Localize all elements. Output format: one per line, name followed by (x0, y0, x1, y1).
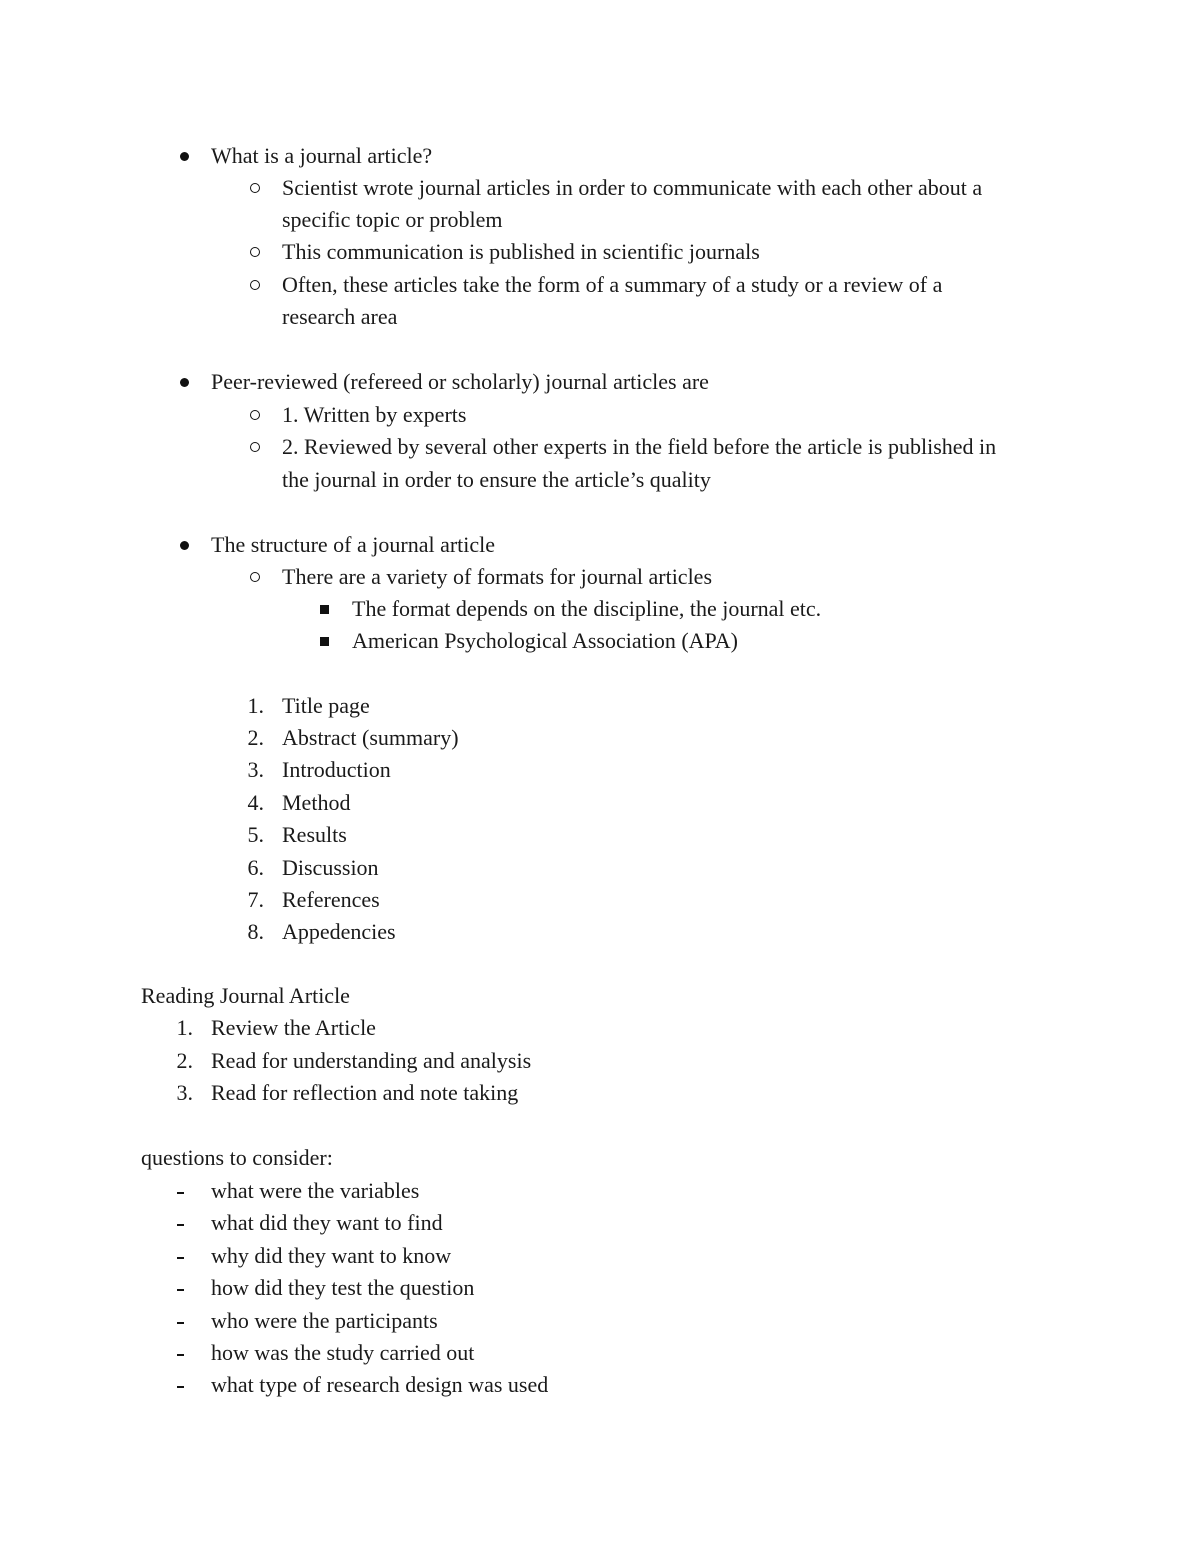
list-number: 3. (247, 757, 264, 782)
list-item: American Psychological Association (APA) (352, 628, 738, 653)
list-item: who were the participants (211, 1308, 438, 1333)
hollow-bullet-icon (250, 280, 260, 290)
list-number: 4. (247, 790, 264, 815)
bullet-icon (180, 541, 189, 550)
square-bullet-icon (320, 637, 329, 646)
dash-bullet-icon (177, 1224, 184, 1226)
section-heading: Peer-reviewed (refereed or scholarly) journal articles are (211, 369, 709, 394)
list-item: how was the study carried out (211, 1340, 475, 1365)
list-item: Title page (282, 693, 370, 718)
hollow-bullet-icon (250, 442, 260, 452)
hollow-bullet-icon (250, 572, 260, 582)
list-item: This communication is published in scientific journals (282, 239, 760, 264)
list-item: how did they test the question (211, 1275, 475, 1300)
hollow-bullet-icon (250, 410, 260, 420)
list-item: Appedencies (282, 919, 396, 944)
hollow-bullet-icon (250, 183, 260, 193)
dash-bullet-icon (177, 1192, 184, 1194)
section-heading: Reading Journal Article (141, 983, 350, 1008)
list-number: 5. (247, 822, 264, 847)
list-item: what did they want to find (211, 1210, 443, 1235)
list-number: 1. (176, 1015, 193, 1040)
list-number: 7. (247, 887, 264, 912)
list-number: 6. (247, 855, 264, 880)
list-item: There are a variety of formats for journal articles (282, 564, 713, 589)
list-item-continuation: specific topic or problem (282, 207, 503, 232)
section-heading: What is a journal article? (211, 143, 433, 168)
bullet-icon (180, 152, 189, 161)
section-heading: The structure of a journal article (211, 532, 496, 557)
hollow-bullet-icon (250, 247, 260, 257)
list-item-continuation: research area (282, 304, 398, 329)
square-bullet-icon (320, 605, 329, 614)
section-heading: questions to consider: (141, 1145, 333, 1170)
list-number: 3. (176, 1080, 193, 1105)
list-item: why did they want to know (211, 1243, 452, 1268)
list-item-continuation: the journal in order to ensure the article’s quality (282, 467, 711, 492)
list-item: Introduction (282, 757, 391, 782)
list-item: References (282, 887, 380, 912)
list-item: The format depends on the discipline, the journal etc. (352, 596, 822, 621)
list-item: 1. Written by experts (282, 402, 467, 427)
list-item: Discussion (282, 855, 379, 880)
bullet-icon (180, 378, 189, 387)
list-item: Results (282, 822, 347, 847)
list-number: 2. (247, 725, 264, 750)
list-item: Review the Article (211, 1015, 376, 1040)
list-item: what were the variables (211, 1178, 420, 1203)
list-item: Often, these articles take the form of a summary of a study or a review of a (282, 272, 943, 297)
list-item: what type of research design was used (211, 1372, 549, 1397)
list-item: Read for reflection and note taking (211, 1080, 519, 1105)
list-item: Scientist wrote journal articles in order to communicate with each other about a (282, 175, 983, 200)
list-number: 1. (247, 693, 264, 718)
dash-bullet-icon (177, 1386, 184, 1388)
list-number: 2. (176, 1048, 193, 1073)
dash-bullet-icon (177, 1257, 184, 1259)
list-item: Abstract (summary) (282, 725, 459, 750)
dash-bullet-icon (177, 1289, 184, 1291)
list-item: Read for understanding and analysis (211, 1048, 532, 1073)
dash-bullet-icon (177, 1322, 184, 1324)
list-number: 8. (247, 919, 264, 944)
list-item: 2. Reviewed by several other experts in the field before the article is published in (282, 434, 997, 459)
list-item: Method (282, 790, 351, 815)
dash-bullet-icon (177, 1354, 184, 1356)
